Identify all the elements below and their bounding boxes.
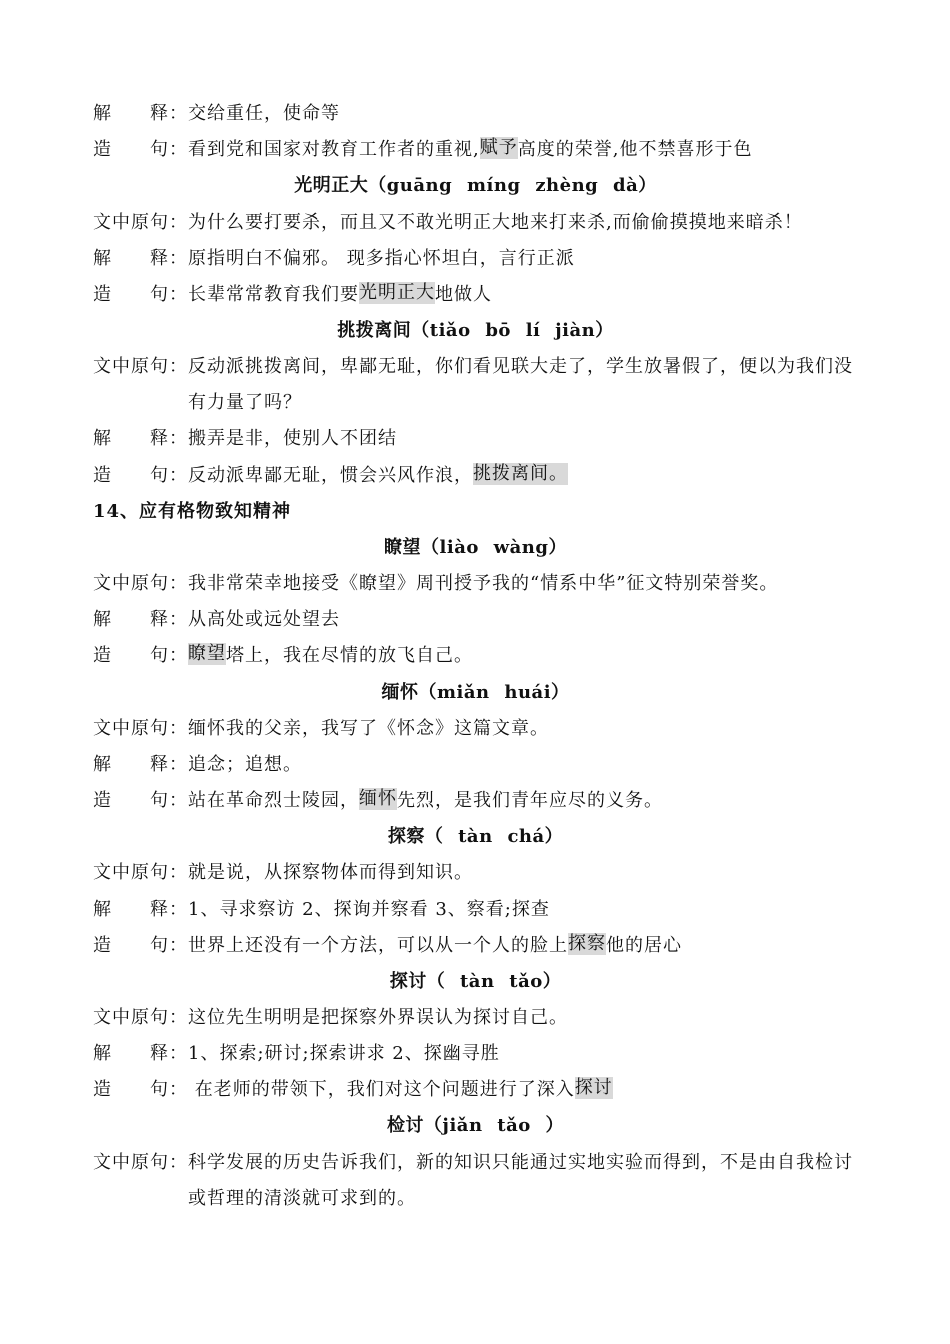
explanation-label: 解 释：	[93, 1043, 188, 1065]
entry-title-text: 瞭望（liào wàng）	[384, 536, 567, 558]
example-label: 造 句：	[93, 645, 188, 667]
explanation-label: 解 释：	[93, 609, 188, 631]
example-highlight: 缅怀	[359, 788, 397, 810]
example-highlight: 赋予	[479, 137, 518, 159]
example-text-after: 他的居心	[606, 934, 682, 956]
example-line	[93, 1070, 858, 1106]
example-line	[93, 456, 858, 492]
explanation-line	[93, 600, 858, 636]
example-text-before: 在老师的带领下，我们对这个问题进行了深入	[188, 1079, 575, 1101]
example-highlight: 瞭望	[188, 643, 226, 665]
explanation-label: 解 释：	[93, 247, 188, 269]
source-line	[93, 709, 858, 745]
source-text: 反动派挑拨离间，卑鄙无耻，你们看见联大走了，学生放暑假了，便以为我们没	[188, 356, 853, 378]
source-line	[93, 202, 858, 238]
example-highlight: 探讨	[574, 1077, 613, 1099]
source-label: 文中原句：	[93, 211, 188, 233]
example-label: 造 句：	[93, 790, 188, 812]
example-text-after: 高度的荣誉,他不禁喜形于色	[517, 139, 753, 161]
example-line	[93, 926, 858, 962]
example-label: 造 句：	[93, 139, 188, 161]
example-label: 造 句：	[93, 1079, 188, 1101]
explanation-label: 解 释：	[93, 103, 188, 125]
explanation-text: 1、探索;研讨;探索讲求 2、探幽寻胜	[188, 1043, 500, 1065]
section-heading	[93, 492, 858, 528]
example-text-before: 看到党和国家对教育工作者的重视,	[188, 139, 480, 161]
example-text-before: 站在革命烈士陵园，	[188, 790, 359, 812]
entry-title	[93, 817, 858, 853]
explanation-line	[93, 239, 858, 275]
entry-title-text: 检讨（jiǎn tǎo ）	[386, 1115, 565, 1137]
explanation-text: 交给重任，使命等	[188, 103, 340, 125]
explanation-text: 搬弄是非，使别人不团结	[188, 428, 397, 450]
entry-title	[93, 166, 858, 202]
explanation-label: 解 释：	[93, 753, 188, 775]
example-label: 造 句：	[93, 283, 188, 305]
example-text-after: 塔上，我在尽情的放飞自己。	[226, 645, 473, 667]
source-label: 文中原句：	[93, 573, 188, 595]
entry-title	[93, 962, 858, 998]
example-label: 造 句：	[93, 934, 188, 956]
entry-title	[93, 1106, 858, 1142]
entry-title	[93, 673, 858, 709]
source-text: 就是说，从探察物体而得到知识。	[188, 862, 473, 884]
explanation-line	[93, 419, 858, 455]
explanation-line	[93, 1034, 858, 1070]
example-line	[93, 275, 858, 311]
source-text: 这位先生明明是把探察外界误认为探讨自己。	[188, 1006, 568, 1028]
source-text-continued: 有力量了吗？	[188, 392, 302, 414]
source-line	[93, 347, 858, 383]
source-line	[93, 564, 858, 600]
example-highlight: 探察	[568, 932, 606, 954]
explanation-text: 从高处或远处望去	[188, 609, 340, 631]
explanation-text: 追念；追想。	[188, 753, 302, 775]
example-text-after: 先烈，是我们青年应尽的义务。	[397, 790, 663, 812]
source-label: 文中原句：	[93, 862, 188, 884]
source-text: 我非常荣幸地接受《瞭望》周刊授予我的“情系中华”征文特别荣誉奖。	[188, 573, 779, 595]
example-text-before: 反动派卑鄙无耻，惯会兴风作浪，	[188, 464, 473, 486]
source-line	[93, 998, 858, 1034]
source-text-continued: 或哲理的清淡就可求到的。	[188, 1187, 416, 1209]
explanation-text: 原指明白不偏邪。 现多指心怀坦白，言行正派	[188, 247, 575, 269]
explanation-line	[93, 745, 858, 781]
section-heading-text: 14、应有格物致知精神	[93, 500, 292, 522]
entry-title-text: 光明正大（guāng míng zhèng dà）	[294, 175, 657, 197]
source-line-continued	[93, 1179, 858, 1215]
example-highlight: 挑拨离间。	[473, 462, 568, 484]
entry-title	[93, 528, 858, 564]
entry-title-text: 挑拨离间（tiǎo bō lí jiàn）	[337, 320, 614, 342]
example-text-after: 地做人	[435, 283, 492, 305]
explanation-line	[93, 889, 858, 925]
entry-title	[93, 311, 858, 347]
source-line	[93, 853, 858, 889]
example-text-before: 世界上还没有一个方法，可以从一个人的脸上	[188, 934, 568, 956]
explanation-label: 解 释：	[93, 898, 188, 920]
example-line	[93, 636, 858, 672]
source-text: 为什么要打要杀，而且又不敢光明正大地来打来杀,而偷偷摸摸地来暗杀！	[188, 211, 803, 233]
explanation-label: 解 释：	[93, 428, 188, 450]
entry-title-text: 缅怀（miǎn huái）	[381, 681, 570, 703]
source-label: 文中原句：	[93, 717, 188, 739]
source-label: 文中原句：	[93, 1006, 188, 1028]
source-label: 文中原句：	[93, 1151, 188, 1173]
example-line	[93, 130, 858, 166]
source-line-continued	[93, 383, 858, 419]
example-text-before: 长辈常常教育我们要	[188, 283, 359, 305]
explanation-text: 1、寻求察访 2、探询并察看 3、察看;探查	[188, 898, 550, 920]
source-text: 科学发展的历史告诉我们，新的知识只能通过实地实验而得到，不是由自我检讨	[188, 1151, 853, 1173]
source-text: 缅怀我的父亲，我写了《怀念》这篇文章。	[188, 717, 549, 739]
entry-title-text: 探讨（ tàn tǎo）	[389, 970, 562, 992]
source-line	[93, 1143, 858, 1179]
example-line	[93, 781, 858, 817]
example-highlight: 光明正大	[359, 281, 435, 303]
example-label: 造 句：	[93, 464, 188, 486]
source-label: 文中原句：	[93, 356, 188, 378]
entry-title-text: 探察（ tàn chá）	[387, 826, 564, 848]
explanation-line	[93, 94, 858, 130]
